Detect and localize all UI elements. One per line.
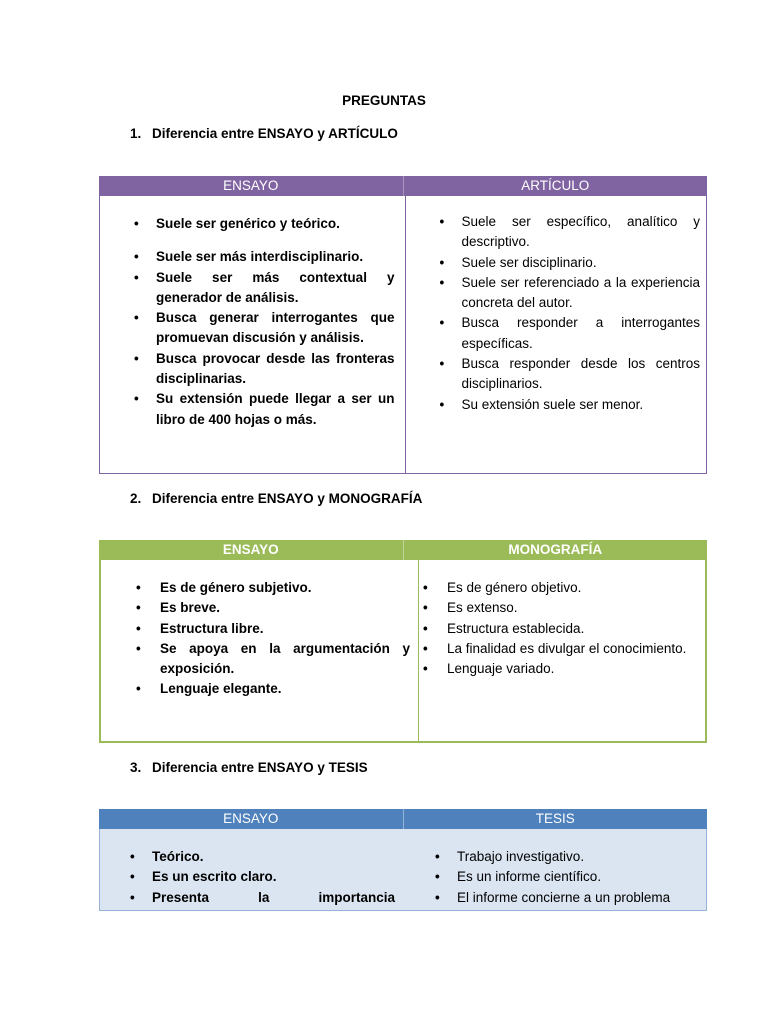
table-body	[99, 829, 707, 911]
header-cell: TESIS	[403, 809, 708, 829]
section-heading-1	[130, 126, 398, 141]
list-item: • Su extensión puede llegar a ser un libro de 400 hojas o más.	[156, 389, 395, 430]
list-item: • Su extensión suele ser menor.	[462, 395, 701, 415]
list-item: • Es extenso.	[447, 598, 697, 618]
list-item: • Suele ser referenciado a la experiencia concreta del autor.	[462, 273, 701, 314]
ensayo-column	[100, 196, 405, 473]
list-item: • Busca responder a interrogantes específicas.	[462, 313, 701, 354]
header-cell: ENSAYO	[223, 178, 279, 193]
list-item: • Suele ser más interdisciplinario.	[156, 247, 395, 267]
comparison-table-ensayo-articulo	[99, 176, 707, 474]
list-item: • Es un informe científico.	[457, 867, 700, 887]
list-item: • Estructura libre.	[160, 619, 410, 639]
ensayo-column	[100, 829, 405, 910]
ensayo-column	[101, 560, 418, 741]
list-item: • Suele ser genérico y teórico.	[156, 214, 395, 234]
section-number: 1.	[130, 126, 142, 141]
table-body	[99, 196, 707, 474]
header-cell: ENSAYO	[223, 811, 279, 826]
table-header	[99, 809, 707, 829]
list-item: • Busca responder desde los centros disciplinarios.	[462, 354, 701, 395]
header-cell: ARTÍCULO	[403, 176, 708, 196]
section-heading-3	[130, 760, 368, 775]
list-item: • Suele ser disciplinario.	[462, 253, 701, 273]
list-item: • Lenguaje elegante.	[160, 679, 410, 699]
list-item: • Estructura establecida.	[447, 619, 697, 639]
list-item: • Suele ser específico, analítico y descriptivo.	[462, 212, 701, 253]
list-item: • Es de género objetivo.	[447, 578, 697, 598]
section-title: Diferencia entre ENSAYO y TESIS	[152, 760, 368, 775]
comparison-table-ensayo-tesis	[99, 809, 707, 911]
page-title: PREGUNTAS	[342, 93, 426, 108]
list-item: • Trabajo investigativo.	[457, 847, 700, 867]
list-item: • Se apoya en la argumentación y exposición.	[160, 639, 410, 680]
articulo-column	[405, 196, 707, 473]
list-item: • Busca generar interrogantes que promuevan discusión y análisis.	[156, 308, 395, 349]
list-item: • Teórico.	[152, 847, 395, 867]
table-header	[99, 176, 707, 196]
list-item: • Es de género subjetivo.	[160, 578, 410, 598]
table-body	[99, 560, 707, 743]
table-header	[99, 540, 707, 560]
list-item: • Es breve.	[160, 598, 410, 618]
header-cell: ENSAYO	[222, 542, 279, 557]
list-item: • Presenta la importancia	[152, 888, 395, 908]
section-number: 3.	[130, 760, 142, 775]
section-title: Diferencia entre ENSAYO y ARTÍCULO	[152, 126, 398, 141]
list-item: • Busca provocar desde las fronteras disciplinarias.	[156, 349, 395, 390]
list-item: • Suele ser más contextual y generador de análisis.	[156, 268, 395, 309]
monografia-column	[418, 560, 705, 741]
header-cell: MONOGRAFÍA	[403, 540, 708, 560]
list-item: • El informe concierne a un problema	[457, 888, 700, 908]
list-item: • Es un escrito claro.	[152, 867, 395, 887]
section-heading-2	[130, 491, 422, 506]
section-number: 2.	[130, 491, 142, 506]
list-item: • Lenguaje variado.	[447, 659, 697, 679]
list-item: • La finalidad es divulgar el conocimiento.	[447, 639, 697, 659]
comparison-table-ensayo-monografia	[99, 540, 707, 743]
section-title: Diferencia entre ENSAYO y MONOGRAFÍA	[152, 491, 423, 506]
tesis-column	[405, 829, 706, 910]
